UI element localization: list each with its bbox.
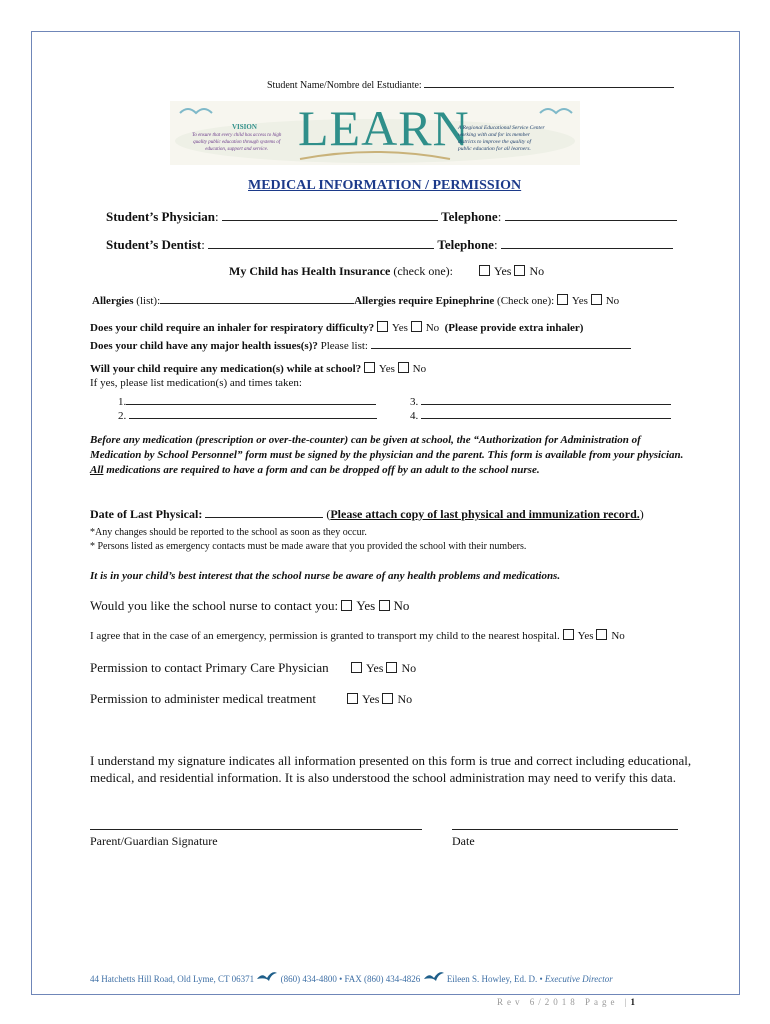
- footer: [90, 971, 613, 984]
- tagline-line: A Regional Educational Service Center: [458, 125, 545, 131]
- inhaler-no-checkbox[interactable]: [411, 321, 422, 332]
- vision-title: VISION: [232, 123, 257, 131]
- epinephrine-hint: (Check one):: [497, 295, 555, 307]
- physical-row: Date of Last Physical: (Please attach copy of last physical and immunization record.): [90, 507, 644, 521]
- physician-field[interactable]: [222, 208, 438, 221]
- no-label: No: [425, 322, 440, 334]
- treatment-options: [347, 692, 412, 707]
- epinephrine-no-checkbox[interactable]: [591, 294, 602, 305]
- learn-logo: [170, 101, 580, 165]
- physical-note: Please attach copy of last physical and immunization record.: [330, 507, 640, 521]
- emergency-question: I agree that in the case of an emergency, permission is granted to transport my child to the nearest hospital.: [90, 630, 560, 642]
- bird-icon: [423, 971, 445, 983]
- health-issues-question: Does your child have any major health issues(s)?: [90, 340, 318, 352]
- insurance-label: My Child has Health Insurance: [229, 264, 391, 278]
- pcp-row: [90, 660, 329, 676]
- allergies-hint: (list):: [136, 295, 161, 307]
- notice-text: Before any medication (prescription or over-the-counter) can be given at school, the “Authorization for Administration of Medication by School Personnel” form must be signed by the physician and the parent. This form is available from your physician.: [90, 434, 684, 461]
- no-label: No: [393, 598, 410, 613]
- health-issues-row: [90, 336, 631, 352]
- treatment-question: Permission to administer medical treatment: [90, 691, 317, 706]
- epinephrine-label: Allergies require Epinephrine: [354, 295, 495, 307]
- yes-label: Yes: [391, 322, 408, 334]
- pcp-yes-checkbox[interactable]: [351, 662, 362, 673]
- dentist-telephone-label: Telephone: [437, 237, 494, 252]
- med-number: 1.: [118, 396, 127, 408]
- tagline-line: public education for all learners.: [458, 146, 531, 152]
- yes-label: Yes: [366, 661, 384, 675]
- allergies-field[interactable]: [160, 291, 354, 304]
- note-contacts: * Persons listed as emergency contacts must be made aware that you provided the school with their numbers.: [90, 541, 527, 552]
- no-label: No: [605, 295, 620, 307]
- emergency-row: [90, 629, 625, 642]
- revision-text: Rev 6/2018 Page |: [497, 997, 631, 1007]
- vision-line: quality public education through systems of: [193, 140, 281, 145]
- yes-label: Yes: [571, 295, 588, 307]
- no-label: No: [397, 692, 413, 706]
- emergency-no-checkbox[interactable]: [596, 629, 607, 640]
- pcp-question: Permission to contact Primary Care Physician: [90, 660, 329, 675]
- learn-wordmark: LEARN: [298, 100, 470, 156]
- dentist-field[interactable]: [208, 236, 434, 249]
- medication-question: Will your child require any medication(s) while at school?: [90, 363, 362, 375]
- date-line[interactable]: [452, 828, 678, 830]
- health-issues-field[interactable]: [371, 336, 631, 349]
- yes-label: Yes: [494, 264, 512, 278]
- medication-item-4: [410, 406, 671, 422]
- form-title: MEDICAL INFORMATION / PERMISSION: [248, 178, 522, 193]
- inhaler-row: [90, 321, 583, 334]
- yes-label: Yes: [356, 598, 376, 613]
- footer-director-name: Eileen S. Howley, Ed. D. •: [446, 974, 543, 984]
- medication-3-field[interactable]: [421, 392, 671, 405]
- medication-item-2: [118, 406, 377, 422]
- yes-label: Yes: [577, 630, 594, 642]
- med-number: 3.: [410, 396, 419, 408]
- medication-list-hint: If yes, please list medication(s) and times taken:: [90, 377, 302, 389]
- pcp-options: [351, 661, 416, 676]
- emergency-yes-checkbox[interactable]: [563, 629, 574, 640]
- bird-icon: [256, 971, 278, 983]
- vision-line: To ensure that every child has access to high: [192, 133, 282, 138]
- nurse-contact-no-checkbox[interactable]: [379, 600, 390, 611]
- student-name-row: [267, 75, 674, 91]
- agreement-text: I understand my signature indicates all information presented on this form is true and correct including educational, medical, and residential information. It is also understood the school administration may need to verify this data.: [90, 753, 692, 785]
- no-label: No: [412, 363, 427, 375]
- inhaler-question: Does your child require an inhaler for respiratory difficulty?: [90, 322, 375, 334]
- med-number: 4.: [410, 410, 419, 422]
- student-name-field[interactable]: [424, 75, 674, 88]
- allergies-label: Allergies: [92, 295, 134, 307]
- nurse-contact-yes-checkbox[interactable]: [341, 600, 352, 611]
- tagline-line: districts to improve the quality of: [458, 139, 531, 145]
- date-label: Date: [452, 834, 475, 848]
- inhaler-yes-checkbox[interactable]: [377, 321, 388, 332]
- vision-line: education, support and service.: [205, 147, 269, 152]
- signature-label: Parent/Guardian Signature: [90, 834, 218, 848]
- insurance-yes-checkbox[interactable]: [479, 265, 490, 276]
- allergies-row: [92, 291, 619, 307]
- note-changes: *Any changes should be reported to the school as soon as they occur.: [90, 527, 367, 538]
- page-number: 1: [630, 997, 636, 1007]
- nurse-contact-question: Would you like the school nurse to contact you:: [90, 598, 339, 613]
- tagline-line: working with and for its member: [458, 132, 530, 138]
- learn-tagline: [458, 125, 545, 153]
- no-label: No: [611, 630, 625, 642]
- physician-label: Student’s Physician: [106, 209, 215, 224]
- physician-row: Student’s Physician: Telephone:: [106, 208, 677, 225]
- no-label: No: [401, 661, 417, 675]
- medication-yes-checkbox[interactable]: [364, 362, 375, 373]
- physical-date-field[interactable]: [205, 505, 323, 518]
- insurance-no-checkbox[interactable]: [514, 265, 525, 276]
- pcp-no-checkbox[interactable]: [386, 662, 397, 673]
- treatment-no-checkbox[interactable]: [382, 693, 393, 704]
- epinephrine-yes-checkbox[interactable]: [557, 294, 568, 305]
- physical-label: Date of Last Physical:: [90, 507, 203, 521]
- best-interest-note: It is in your child’s best interest that the school nurse be aware of any health problems and medications.: [90, 570, 561, 582]
- no-label: No: [529, 264, 545, 278]
- student-name-label: Student Name/Nombre del Estudiante:: [267, 80, 422, 91]
- footer-phone-fax: (860) 434-4800 • FAX (860) 434-4826: [280, 974, 421, 984]
- yes-label: Yes: [362, 692, 380, 706]
- medication-notice: [90, 433, 690, 478]
- treatment-row: [90, 691, 316, 707]
- med-number: 2.: [118, 410, 127, 422]
- dentist-label: Student’s Dentist: [106, 237, 202, 252]
- revision-line: [497, 997, 635, 1007]
- medication-1-field[interactable]: [126, 392, 376, 405]
- notice-emphasis: All: [90, 464, 104, 476]
- treatment-yes-checkbox[interactable]: [347, 693, 358, 704]
- medication-no-checkbox[interactable]: [398, 362, 409, 373]
- nurse-contact-row: [90, 598, 409, 614]
- medication-2-field[interactable]: [129, 406, 377, 419]
- insurance-hint: (check one):: [393, 264, 453, 278]
- dentist-row: Student’s Dentist: Telephone:: [106, 236, 673, 253]
- insurance-row: [229, 264, 544, 279]
- footer-address: 44 Hatchetts Hill Road, Old Lyme, CT 06371: [90, 974, 255, 984]
- physician-telephone-label: Telephone: [441, 209, 498, 224]
- footer-director-title: Executive Director: [544, 974, 613, 984]
- medication-row: [90, 362, 426, 375]
- health-issues-hint: Please list:: [320, 340, 368, 352]
- vision-text: [192, 132, 281, 153]
- medication-4-field[interactable]: [421, 406, 671, 419]
- inhaler-note: (Please provide extra inhaler): [444, 322, 584, 334]
- notice-text: medications are required to have a form and can be dropped off by an adult to the school nurse.: [106, 464, 540, 476]
- dentist-telephone-field[interactable]: [501, 236, 673, 249]
- signature-line[interactable]: [90, 828, 422, 830]
- yes-label: Yes: [378, 363, 395, 375]
- physician-telephone-field[interactable]: [505, 208, 677, 221]
